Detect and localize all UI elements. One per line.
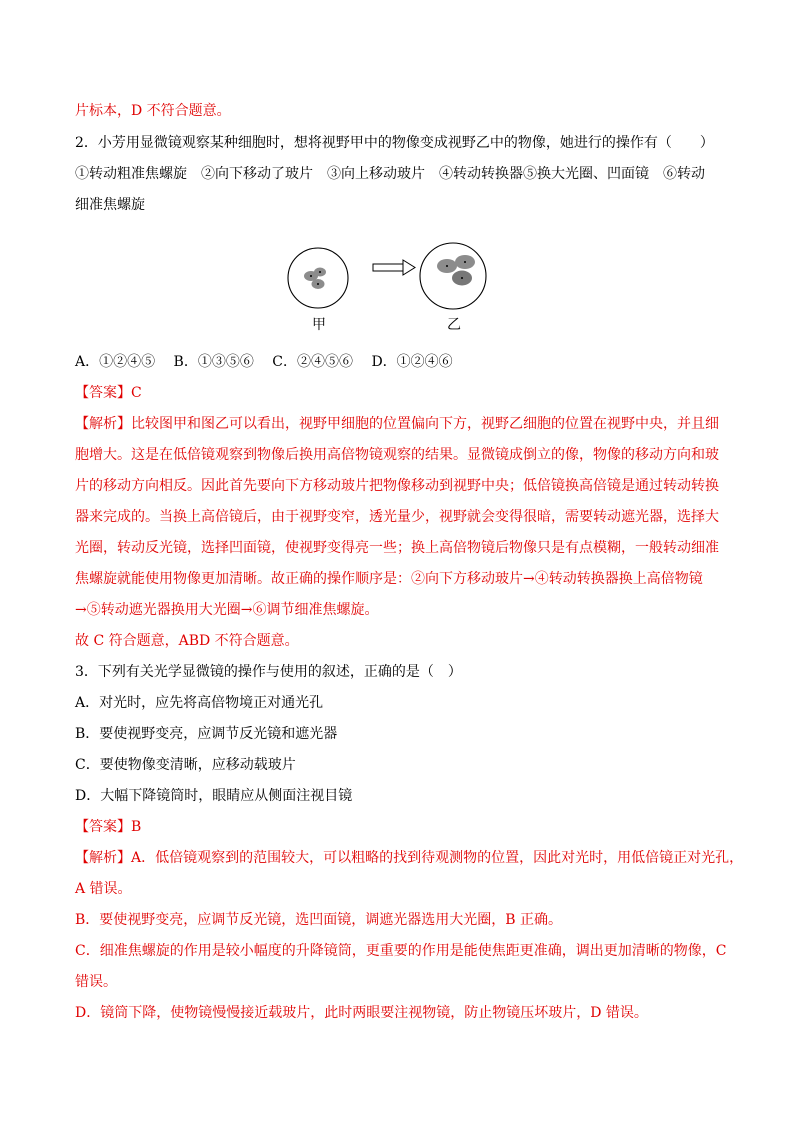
question-2-operations-line-2: 细准焦螺旋 [75,197,145,213]
question-3-analysis-b: B．要使视野变亮，应调节反光镜，选凹面镜，调遮光器选用大光圈，B 正确。 [75,912,563,928]
question-2-analysis-line: 器来完成的。当换上高倍镜后，由于视野变窄，透光量少，视野就会变得很暗，需要转动遮光器，选择大 [75,509,719,525]
field-b-label: 乙 [447,317,461,333]
question-3-analysis-a-cont: A 错误。 [75,881,132,897]
question-2-analysis-line: 片的移动方向相反。因此首先要向下方移动玻片把物像移动到视野中央；低倍镜换高倍镜是通过转动转换 [75,478,719,494]
question-2-operations-line-1: ①转动粗准焦螺旋 ②向下移动了玻片 ③向上移动玻片 ④转动转换器⑤换大光圈、凹面镜 ⑥转动 [75,166,705,182]
question-2-answer: 【答案】C [75,385,142,401]
question-2-options: A．①②④⑤ B．①③⑤⑥ C．②④⑤⑥ D．①②④⑥ [75,354,453,370]
question-3-option-d: D．大幅下降镜筒时，眼睛应从侧面注视目镜 [75,788,353,804]
field-a-circle [288,248,348,308]
question-2-conclusion: 故 C 符合题意，ABD 不符合题意。 [75,633,299,649]
question-3-analysis-c: C．细准焦螺旋的作用是较小幅度的升降镜筒，更重要的作用是能使焦距更准确，调出更加清晰的物像，C [75,943,727,959]
question-2-analysis-line: 光圈，转动反光镜，选择凹面镜，使视野变得亮一些；换上高倍物镜后物像只是有点模糊，一般转动细准 [75,540,719,556]
question-2-analysis-line: 【解析】比较图甲和图乙可以看出，视野甲细胞的位置偏向下方，视野乙细胞的位置在视野中央，并且细 [75,416,719,432]
question-3-stem: 3．下列有关光学显微镜的操作与使用的叙述，正确的是（ ） [75,664,462,680]
field-a-label: 甲 [312,317,326,333]
previous-answer-tail: 片标本，D 不符合题意。 [75,103,231,119]
question-3-option-b: B．要使视野变亮，应调节反光镜和遮光器 [75,726,338,742]
question-3-answer: 【答案】B [75,819,142,835]
question-3-option-c: C．要使物像变清晰，应移动载玻片 [75,757,296,773]
question-2-stem: 2．小芳用显微镜观察某种细胞时，想将视野甲中的物像变成视野乙中的物像，她进行的操作有（ ） [75,135,714,151]
question-2-analysis-line: →⑤转动遮光器换用大光圈→⑥调节细准焦螺旋。 [75,602,379,618]
question-3-analysis-a: 【解析】A．低倍镜观察到的范围较大，可以粗略的找到待观测物的位置，因此对光时，用低倍镜正对光孔， [75,850,744,866]
question-2-analysis-line: 焦螺旋就能使用物像更加清晰。故正确的操作顺序是：②向下方移动玻片→④转动转换器换上高倍物镜 [75,571,703,587]
question-3-option-a: A．对光时，应先将高倍物境正对通光孔 [75,695,324,711]
question-3-analysis-c-cont: 错误。 [75,974,117,990]
question-2-analysis-line: 胞增大。这是在低倍镜观察到物像后换用高倍物镜观察的结果。显微镜成倒立的像，物像的移动方向和玻 [75,447,719,463]
microscope-field-figure [285,238,505,338]
right-arrow-icon [373,260,415,275]
question-3-analysis-d: D．镜筒下降，使物镜慢慢接近载玻片，此时两眼要注视物镜，防止物镜压坏玻片，D 错误。 [75,1005,648,1021]
